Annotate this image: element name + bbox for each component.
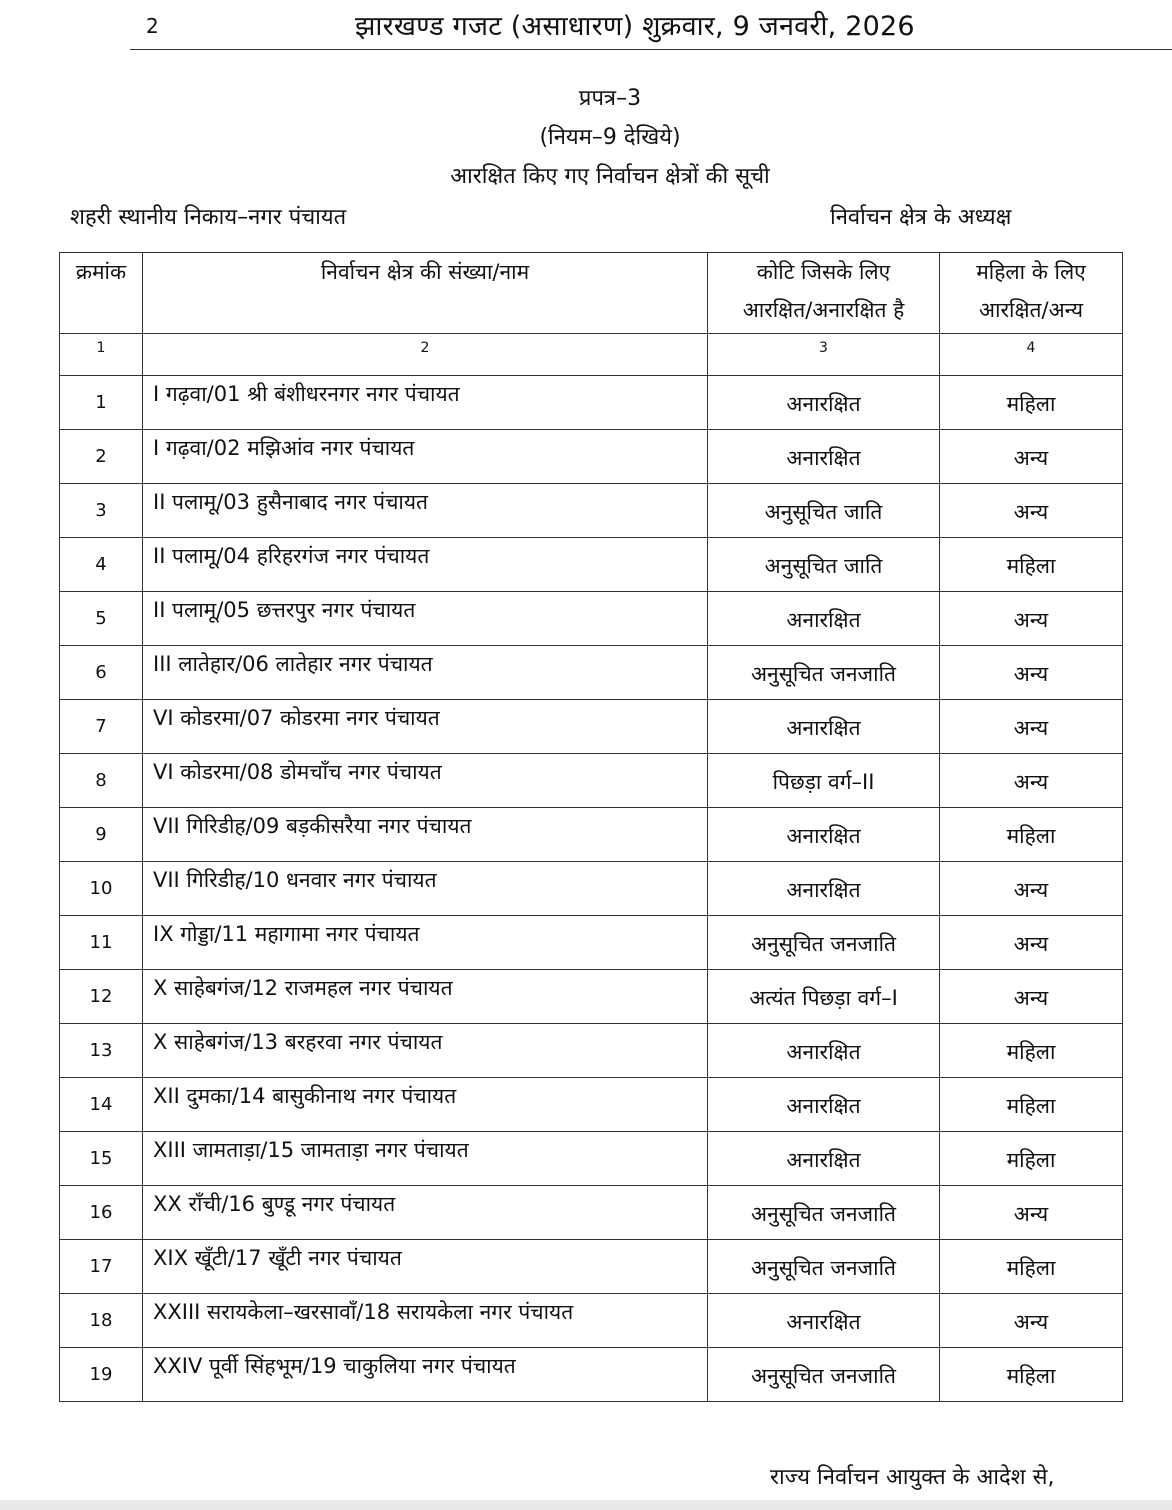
constituency-name-cell: VII गिरिडीह/09 बड़कीसरैया नगर पंचायत — [143, 808, 708, 862]
header-women — [940, 253, 1123, 334]
table-row — [60, 700, 1123, 754]
column-number-row — [60, 334, 1123, 376]
reservation-category-cell: अनारक्षित — [708, 808, 940, 862]
table-row — [60, 592, 1123, 646]
women-reservation-cell: महिला — [940, 376, 1123, 430]
reservation-category-cell: अनुसूचित जाति — [708, 538, 940, 592]
reservation-category-cell: अनारक्षित — [708, 1078, 940, 1132]
constituency-name-cell: VI कोडरमा/07 कोडरमा नगर पंचायत — [143, 700, 708, 754]
serial-number-cell: 1 — [60, 376, 143, 430]
table-row — [60, 808, 1123, 862]
women-reservation-cell: अन्य — [940, 1294, 1123, 1348]
women-reservation-cell: अन्य — [940, 646, 1123, 700]
women-reservation-cell: अन्य — [940, 862, 1123, 916]
women-reservation-cell: महिला — [940, 1132, 1123, 1186]
header-women-line2: आरक्षित/अन्य — [978, 298, 1083, 322]
table-row — [60, 1186, 1123, 1240]
serial-number-cell: 5 — [60, 592, 143, 646]
table-row — [60, 1078, 1123, 1132]
women-reservation-cell: अन्य — [940, 754, 1123, 808]
serial-number-cell: 10 — [60, 862, 143, 916]
constituency-name-cell: XIII जामताड़ा/15 जामताड़ा नगर पंचायत — [143, 1132, 708, 1186]
column-number: 2 — [143, 334, 708, 376]
table-row — [60, 484, 1123, 538]
women-reservation-cell: महिला — [940, 1078, 1123, 1132]
constituency-name-cell: XXIII सरायकेला–खरसावाँ/18 सरायकेला नगर पंचायत — [143, 1294, 708, 1348]
constituency-name-cell: VII गिरिडीह/10 धनवार नगर पंचायत — [143, 862, 708, 916]
table-row — [60, 1024, 1123, 1078]
table-row — [60, 538, 1123, 592]
reservation-category-cell: अनारक्षित — [708, 1132, 940, 1186]
body-type-label: शहरी स्थानीय निकाय–नगर पंचायत — [70, 205, 347, 230]
serial-number-cell: 2 — [60, 430, 143, 484]
reservation-category-cell: पिछड़ा वर्ग–II — [708, 754, 940, 808]
reservation-category-cell: अनारक्षित — [708, 376, 940, 430]
column-number: 3 — [708, 334, 940, 376]
constituency-name-cell: I गढ़वा/01 श्री बंशीधरनगर नगर पंचायत — [143, 376, 708, 430]
table-row — [60, 430, 1123, 484]
post-label: निर्वाचन क्षेत्र के अध्यक्ष — [830, 205, 1012, 230]
constituency-name-cell: III लातेहार/06 लातेहार नगर पंचायत — [143, 646, 708, 700]
women-reservation-cell: महिला — [940, 808, 1123, 862]
serial-number-cell: 9 — [60, 808, 143, 862]
constituency-name-cell: IX गोड्डा/11 महागामा नगर पंचायत — [143, 916, 708, 970]
header-category — [708, 253, 940, 334]
page-number: 2 — [146, 14, 159, 38]
table-row — [60, 754, 1123, 808]
header-sn — [60, 253, 143, 334]
reservation-category-cell: अनारक्षित — [708, 700, 940, 754]
women-reservation-cell: महिला — [940, 1240, 1123, 1294]
constituency-name-cell: I गढ़वा/02 मझिआंव नगर पंचायत — [143, 430, 708, 484]
women-reservation-cell: महिला — [940, 538, 1123, 592]
header-rule — [130, 49, 1172, 50]
header-name — [143, 253, 708, 334]
women-reservation-cell: अन्य — [940, 484, 1123, 538]
serial-number-cell: 11 — [60, 916, 143, 970]
reservation-category-cell: अनारक्षित — [708, 1294, 940, 1348]
gazette-title: झारखण्ड गजट (असाधारण) शुक्रवार, 9 जनवरी, 2026 — [355, 11, 915, 42]
reservation-category-cell: अनुसूचित जनजाति — [708, 646, 940, 700]
constituency-name-cell: XXIV पूर्वी सिंहभूम/19 चाकुलिया नगर पंचायत — [143, 1348, 708, 1402]
serial-number-cell: 15 — [60, 1132, 143, 1186]
constituency-name-cell: XIX खूँटी/17 खूँटी नगर पंचायत — [143, 1240, 708, 1294]
women-reservation-cell: महिला — [940, 1024, 1123, 1078]
serial-number-cell: 17 — [60, 1240, 143, 1294]
header-women-line1: महिला के लिए — [976, 260, 1086, 284]
header-category-line1: कोटि जिसके लिए — [756, 260, 891, 284]
serial-number-cell: 16 — [60, 1186, 143, 1240]
reservation-category-cell: अनारक्षित — [708, 1024, 940, 1078]
reservation-category-cell: अनुसूचित जनजाति — [708, 1186, 940, 1240]
reservation-category-cell: अनारक्षित — [708, 862, 940, 916]
serial-number-cell: 3 — [60, 484, 143, 538]
column-number: 1 — [60, 334, 143, 376]
table-row — [60, 1240, 1123, 1294]
constituency-name-cell: X साहेबगंज/13 बरहरवा नगर पंचायत — [143, 1024, 708, 1078]
table-row — [60, 646, 1123, 700]
form-label: प्रपत्र–3 — [578, 86, 642, 111]
column-number: 4 — [940, 334, 1123, 376]
constituency-name-cell: XX राँची/16 बुण्डू नगर पंचायत — [143, 1186, 708, 1240]
constituency-name-cell: VI कोडरमा/08 डोमचाँच नगर पंचायत — [143, 754, 708, 808]
table-row — [60, 862, 1123, 916]
reservation-category-cell: अनारक्षित — [708, 430, 940, 484]
serial-number-cell: 14 — [60, 1078, 143, 1132]
page-bottom-edge — [0, 1500, 1172, 1510]
constituency-name-cell: XII दुमका/14 बासुकीनाथ नगर पंचायत — [143, 1078, 708, 1132]
reservation-category-cell: अनुसूचित जाति — [708, 484, 940, 538]
women-reservation-cell: अन्य — [940, 970, 1123, 1024]
table-row — [60, 1348, 1123, 1402]
constituency-name-cell: II पलामू/05 छत्तरपुर नगर पंचायत — [143, 592, 708, 646]
header-category-line2: आरक्षित/अनारक्षित है — [742, 298, 905, 322]
header-name-text: निर्वाचन क्षेत्र की संख्या/नाम — [320, 260, 530, 284]
serial-number-cell: 18 — [60, 1294, 143, 1348]
reservation-category-cell: अत्यंत पिछड़ा वर्ग–I — [708, 970, 940, 1024]
reservation-table — [59, 252, 1123, 1402]
constituency-name-cell: II पलामू/04 हरिहरगंज नगर पंचायत — [143, 538, 708, 592]
serial-number-cell: 19 — [60, 1348, 143, 1402]
constituency-name-cell: X साहेबगंज/12 राजमहल नगर पंचायत — [143, 970, 708, 1024]
serial-number-cell: 13 — [60, 1024, 143, 1078]
header-sn-text: क्रमांक — [75, 260, 127, 284]
serial-number-cell: 6 — [60, 646, 143, 700]
table-header-row — [60, 253, 1123, 334]
table-row — [60, 1294, 1123, 1348]
serial-number-cell: 7 — [60, 700, 143, 754]
serial-number-cell: 8 — [60, 754, 143, 808]
women-reservation-cell: अन्य — [940, 916, 1123, 970]
women-reservation-cell: महिला — [940, 1348, 1123, 1402]
table-row — [60, 970, 1123, 1024]
table-row — [60, 916, 1123, 970]
women-reservation-cell: अन्य — [940, 430, 1123, 484]
serial-number-cell: 12 — [60, 970, 143, 1024]
constituency-name-cell: II पलामू/03 हुसैनाबाद नगर पंचायत — [143, 484, 708, 538]
table-row — [60, 376, 1123, 430]
women-reservation-cell: अन्य — [940, 700, 1123, 754]
reservation-category-cell: अनुसूचित जनजाति — [708, 916, 940, 970]
signature-line: राज्य निर्वाचन आयुक्त के आदेश से, — [770, 1465, 1055, 1490]
reservation-category-cell: अनुसूचित जनजाति — [708, 1240, 940, 1294]
women-reservation-cell: अन्य — [940, 592, 1123, 646]
rule-reference: (नियम–9 देखिये) — [539, 125, 681, 150]
reservation-category-cell: अनुसूचित जनजाति — [708, 1348, 940, 1402]
reservation-category-cell: अनारक्षित — [708, 592, 940, 646]
serial-number-cell: 4 — [60, 538, 143, 592]
table-row — [60, 1132, 1123, 1186]
list-title: आरक्षित किए गए निर्वाचन क्षेत्रों की सूची — [450, 164, 770, 189]
women-reservation-cell: अन्य — [940, 1186, 1123, 1240]
